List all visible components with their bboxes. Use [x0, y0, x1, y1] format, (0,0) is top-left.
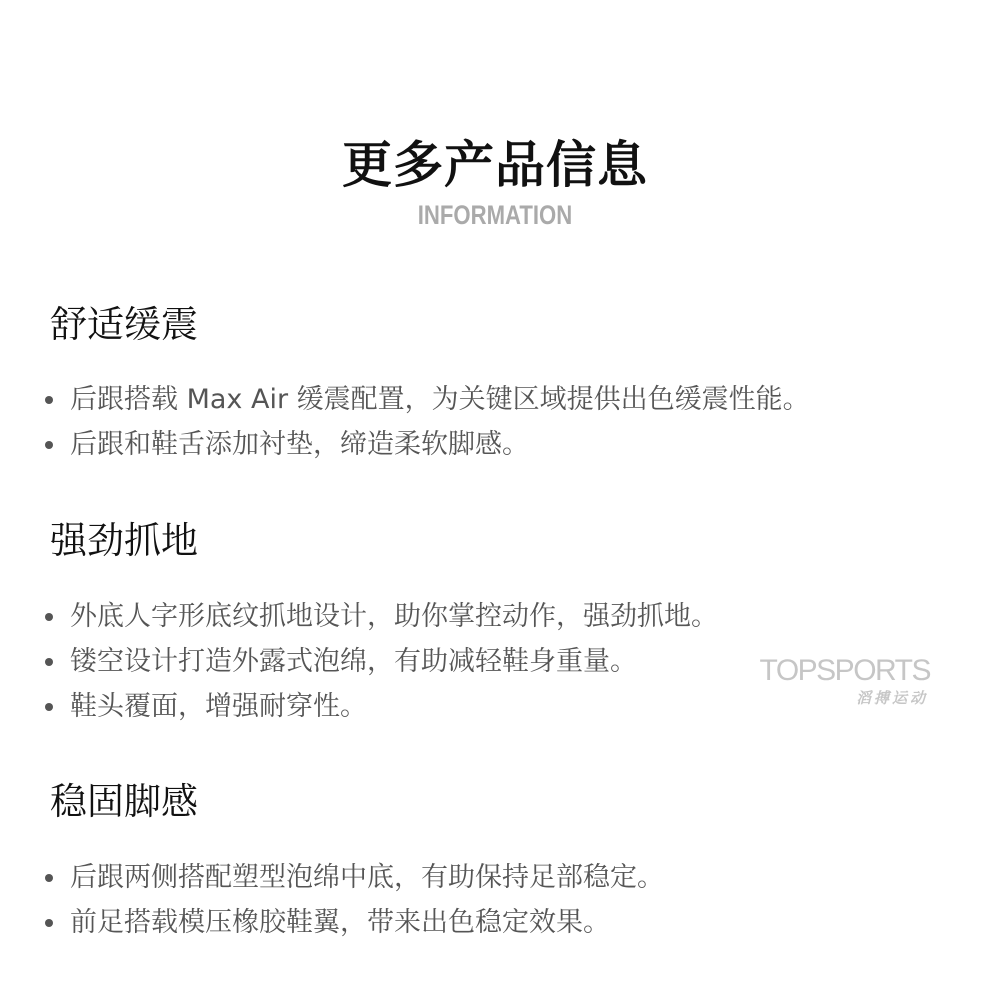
- bullet-dot-icon: [45, 919, 53, 927]
- page-subtitle: INFORMATION: [417, 200, 573, 230]
- list-item-text: 镂空设计打造外露式泡绵，有助减轻鞋身重量。: [70, 646, 637, 677]
- list-item-text: 后跟两侧搭配塑型泡绵中底，有助保持足部稳定。: [70, 862, 664, 893]
- bullet-dot-icon: [45, 396, 53, 404]
- bullet-list: [50, 377, 930, 467]
- section-stable-fit: [50, 779, 930, 945]
- list-item: [50, 594, 930, 639]
- section-heading: 舒适缓震: [50, 303, 198, 346]
- bullet-dot-icon: [45, 441, 53, 449]
- section-heading: 强劲抓地: [50, 519, 198, 562]
- list-item-text: 后跟和鞋舌添加衬垫，缔造柔软脚感。: [70, 429, 529, 460]
- page-title: 更多产品信息: [342, 136, 648, 194]
- list-item-text: 外底人字形底纹抓地设计，助你掌控动作，强劲抓地。: [70, 601, 718, 632]
- bullet-dot-icon: [45, 613, 53, 621]
- list-item: [50, 422, 930, 467]
- list-item-text: 后跟搭载 Max Air 缓震配置，为关键区域提供出色缓震性能。: [70, 384, 810, 415]
- watermark-brand-en: TOPSPORTS: [759, 654, 930, 687]
- list-item-text: 前足搭载模压橡胶鞋翼，带来出色稳定效果。: [70, 907, 610, 938]
- section-heading: 稳固脚感: [50, 780, 198, 823]
- section-comfort-cushioning: [50, 302, 930, 467]
- bullet-dot-icon: [45, 658, 53, 666]
- bullet-dot-icon: [45, 703, 53, 711]
- bullet-list: [50, 855, 930, 945]
- list-item: [50, 855, 930, 900]
- list-item: [50, 900, 930, 945]
- list-item-text: 鞋头覆面，增强耐穿性。: [70, 691, 367, 722]
- bullet-dot-icon: [45, 874, 53, 882]
- brand-watermark: [745, 654, 930, 714]
- list-item: [50, 377, 930, 422]
- watermark-brand-cn: 滔搏运动: [855, 689, 928, 707]
